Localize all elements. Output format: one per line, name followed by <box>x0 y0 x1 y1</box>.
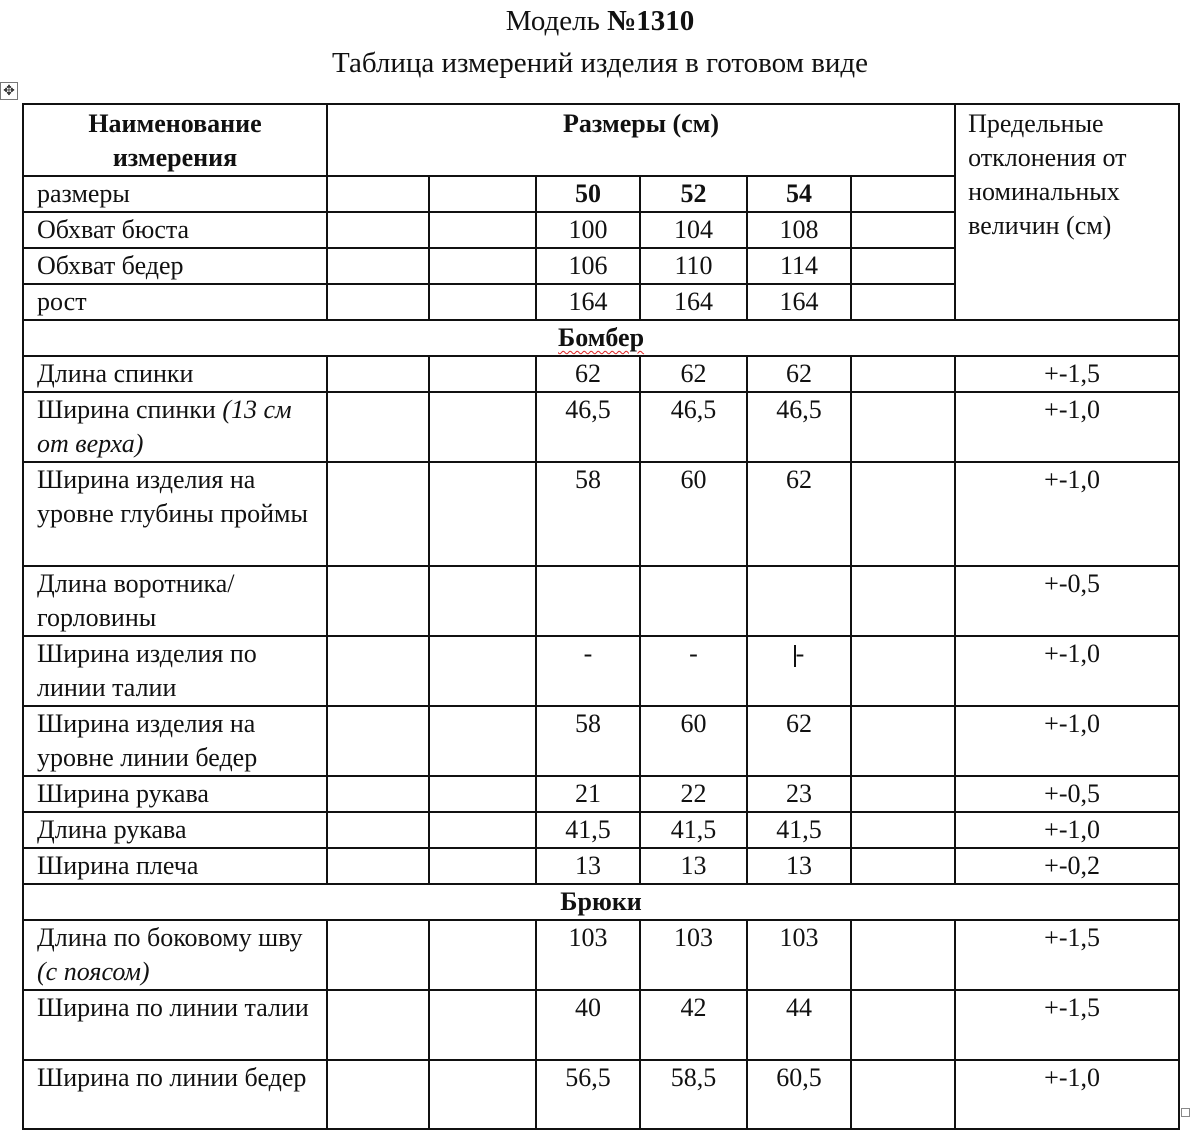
size-value-cell <box>536 636 640 706</box>
empty-cell <box>851 812 955 848</box>
size-value-cell <box>536 392 640 462</box>
size-value-cell <box>640 990 747 1060</box>
size-value-cell <box>747 356 851 392</box>
empty-cell <box>327 462 429 566</box>
header-tolerance-cell <box>955 104 1179 320</box>
size-value-cell: 54 <box>747 176 851 212</box>
empty-cell <box>851 920 955 990</box>
size-value: 22 <box>680 779 707 808</box>
measurement-label-cell <box>23 920 327 990</box>
measurement-label-cell <box>23 1060 327 1129</box>
empty-cell <box>327 1060 429 1129</box>
empty-cell <box>327 212 429 248</box>
size-value-cell <box>536 990 640 1060</box>
header-tolerance-label: Предельные отклонения от номинальных величин (см) <box>968 109 1127 240</box>
size-value: 62 <box>786 465 812 494</box>
empty-cell <box>327 176 429 212</box>
empty-cell <box>851 1060 955 1129</box>
header-sizes-cell <box>327 104 955 176</box>
measurement-label-cell <box>23 776 327 812</box>
size-value-cell: 108 <box>747 212 851 248</box>
table-resize-handle-icon[interactable] <box>1181 1108 1190 1117</box>
empty-cell <box>429 636 536 706</box>
size-value-cell <box>536 812 640 848</box>
empty-cell <box>429 706 536 776</box>
size-value: 60,5 <box>776 1063 822 1092</box>
row-label: Обхват бюста <box>23 212 327 248</box>
tolerance-cell: +-0,5 <box>955 566 1179 636</box>
empty-cell <box>327 248 429 284</box>
size-value-cell <box>536 356 640 392</box>
size-value-cell <box>747 990 851 1060</box>
measurement-note: (с поясом) <box>37 957 150 986</box>
empty-cell <box>327 848 429 884</box>
measurement-label: Ширина по линии бедер <box>37 1063 307 1092</box>
tolerance-cell: +-1,0 <box>955 636 1179 706</box>
header-name-label: Наименование измерения <box>88 109 262 172</box>
size-value-cell <box>747 920 851 990</box>
empty-cell <box>851 248 955 284</box>
size-value: 58,5 <box>670 1063 717 1092</box>
measurement-row <box>23 636 1179 706</box>
size-value: 13 <box>680 851 707 880</box>
measurement-row <box>23 392 1179 462</box>
measurement-label: Длина рукава <box>37 815 187 844</box>
size-value-cell <box>536 920 640 990</box>
measurement-label-cell <box>23 566 327 636</box>
empty-cell <box>429 848 536 884</box>
size-value: 41,5 <box>565 815 611 844</box>
tolerance-cell: +-1,5 <box>955 920 1179 990</box>
document-subtitle: Таблица измерений изделия в готовом виде <box>331 47 869 79</box>
empty-cell <box>851 176 955 212</box>
size-value: 13 <box>786 851 812 880</box>
tolerance-cell: +-1,0 <box>955 1060 1179 1129</box>
size-value: 62 <box>786 359 812 388</box>
empty-cell <box>327 706 429 776</box>
empty-cell <box>429 812 536 848</box>
title-model-prefix: Модель <box>505 5 608 37</box>
size-value-cell <box>640 1060 747 1129</box>
size-value-cell <box>536 566 640 636</box>
measurement-label: Ширина плеча <box>37 851 199 880</box>
empty-cell <box>429 776 536 812</box>
section-title-cell <box>23 884 1179 920</box>
measurement-note: (13 см от верха) <box>37 395 292 458</box>
size-value-cell <box>640 848 747 884</box>
section-title-cell <box>23 320 1179 356</box>
size-value: 21 <box>575 779 601 808</box>
size-value-cell <box>747 1060 851 1129</box>
tolerance-cell: +-0,2 <box>955 848 1179 884</box>
measurement-label-cell <box>23 462 327 566</box>
empty-cell <box>429 566 536 636</box>
empty-cell <box>327 776 429 812</box>
header-name-cell <box>23 104 327 176</box>
empty-cell <box>327 356 429 392</box>
size-value-cell <box>747 462 851 566</box>
size-value-cell: 164 <box>536 284 640 320</box>
size-value: 62 <box>786 709 812 738</box>
measurement-row <box>23 566 1179 636</box>
section-title: Бомбер <box>558 323 645 352</box>
empty-cell <box>851 566 955 636</box>
size-value-cell <box>640 706 747 776</box>
size-value: 46,5 <box>565 395 611 424</box>
empty-cell <box>327 636 429 706</box>
size-value: 62 <box>680 359 707 388</box>
measurement-row <box>23 848 1179 884</box>
size-value: - <box>583 639 593 668</box>
measurement-label: Ширина изделия по линии талии <box>37 639 257 702</box>
empty-cell <box>429 284 536 320</box>
measurement-label-cell <box>23 706 327 776</box>
size-value-cell <box>536 1060 640 1129</box>
size-value: 58 <box>575 709 601 738</box>
measurement-label-cell <box>23 356 327 392</box>
size-value-cell <box>747 776 851 812</box>
tolerance-cell: +-1,5 <box>955 990 1179 1060</box>
empty-cell <box>327 284 429 320</box>
size-value: 56,5 <box>565 1063 611 1092</box>
size-value: 46,5 <box>776 395 822 424</box>
tolerance-cell: +-0,5 <box>955 776 1179 812</box>
size-value: 46,5 <box>670 395 717 424</box>
size-value-cell: 50 <box>536 176 640 212</box>
measurement-label: Длина по боковому шву <box>37 923 303 952</box>
measurement-label-cell <box>23 392 327 462</box>
size-value-cell: 106 <box>536 248 640 284</box>
size-value-cell: 52 <box>640 176 747 212</box>
size-value: 40 <box>575 993 601 1022</box>
size-value-cell <box>536 706 640 776</box>
section-row <box>23 884 1179 920</box>
document-title <box>0 4 1200 38</box>
size-value: 42 <box>680 993 707 1022</box>
empty-cell <box>429 176 536 212</box>
size-value-cell <box>747 566 851 636</box>
size-value-cell <box>640 566 747 636</box>
measurement-label: Ширина рукава <box>37 779 209 808</box>
size-value: 44 <box>786 993 812 1022</box>
measurement-label: Длина спинки <box>37 359 194 388</box>
table-move-handle-icon[interactable]: ✥ <box>0 82 18 100</box>
empty-cell <box>851 284 955 320</box>
size-value-cell <box>640 920 747 990</box>
measurement-row <box>23 356 1179 392</box>
tolerance-cell: +-1,5 <box>955 356 1179 392</box>
size-value: - <box>689 639 698 668</box>
measurement-table <box>22 103 1180 1130</box>
size-value: 23 <box>786 779 812 808</box>
measurement-label: Длина воротника/горловины <box>37 569 235 632</box>
empty-cell <box>851 356 955 392</box>
empty-cell <box>429 248 536 284</box>
size-value-cell <box>536 848 640 884</box>
size-value-cell <box>640 812 747 848</box>
empty-cell <box>851 776 955 812</box>
section-title: Брюки <box>560 887 642 916</box>
tolerance-cell: +-1,0 <box>955 812 1179 848</box>
empty-cell <box>851 848 955 884</box>
size-value-cell: 114 <box>747 248 851 284</box>
size-value: 60 <box>680 465 707 494</box>
empty-cell <box>429 990 536 1060</box>
size-value-cell <box>747 848 851 884</box>
empty-cell <box>327 990 429 1060</box>
size-value-cell <box>747 812 851 848</box>
measurement-row <box>23 1060 1179 1129</box>
row-label: Обхват бедер <box>23 248 327 284</box>
row-label: рост <box>23 284 327 320</box>
row-label: размеры <box>23 176 327 212</box>
size-value-cell <box>747 636 851 706</box>
measurement-row <box>23 462 1179 566</box>
empty-cell <box>429 920 536 990</box>
empty-cell <box>851 636 955 706</box>
empty-cell <box>327 392 429 462</box>
empty-cell <box>429 212 536 248</box>
size-value-cell <box>536 776 640 812</box>
size-value-cell <box>747 392 851 462</box>
size-value-cell: 100 <box>536 212 640 248</box>
size-value: 103 <box>779 923 819 952</box>
measurement-row <box>23 920 1179 990</box>
size-value-cell: 164 <box>640 284 747 320</box>
size-value: 41,5 <box>670 815 717 844</box>
size-value: 103 <box>568 923 608 952</box>
tolerance-cell: +-1,0 <box>955 392 1179 462</box>
empty-cell <box>429 1060 536 1129</box>
title-model-number: №1310 <box>607 5 695 37</box>
empty-cell <box>327 920 429 990</box>
measurement-label: Ширина спинки <box>37 395 223 424</box>
size-value: 41,5 <box>776 815 822 844</box>
measurement-row <box>23 990 1179 1060</box>
size-value-cell: 104 <box>640 212 747 248</box>
measurement-label-cell <box>23 636 327 706</box>
measurement-row <box>23 776 1179 812</box>
header-row <box>23 104 1179 176</box>
empty-cell <box>851 392 955 462</box>
measurement-label-cell <box>23 812 327 848</box>
section-row <box>23 320 1179 356</box>
size-value: - <box>795 639 805 668</box>
measurement-label: Ширина по линии талии <box>37 993 309 1022</box>
tolerance-cell: +-1,0 <box>955 706 1179 776</box>
size-value-cell: 110 <box>640 248 747 284</box>
empty-cell <box>429 356 536 392</box>
size-value: 103 <box>674 923 713 952</box>
empty-cell <box>851 212 955 248</box>
empty-cell <box>327 566 429 636</box>
empty-cell <box>429 462 536 566</box>
empty-cell <box>851 990 955 1060</box>
empty-cell <box>429 392 536 462</box>
size-value-cell <box>640 392 747 462</box>
measurement-label: Ширина изделия на уровне линии бедер <box>37 709 258 772</box>
size-value-cell <box>640 776 747 812</box>
measurement-label-cell <box>23 848 327 884</box>
measurement-label-cell <box>23 990 327 1060</box>
empty-cell <box>851 462 955 566</box>
header-sizes-label: Размеры (см) <box>563 109 720 138</box>
size-value: 62 <box>575 359 601 388</box>
measurement-row <box>23 812 1179 848</box>
size-value-cell <box>640 462 747 566</box>
size-value: 13 <box>575 851 601 880</box>
size-value-cell <box>640 356 747 392</box>
size-value-cell: 164 <box>747 284 851 320</box>
empty-cell <box>851 706 955 776</box>
size-value-cell <box>747 706 851 776</box>
tolerance-cell: +-1,0 <box>955 462 1179 566</box>
size-value: 60 <box>680 709 707 738</box>
empty-cell <box>327 812 429 848</box>
size-value: 58 <box>575 465 601 494</box>
size-value-cell <box>640 636 747 706</box>
measurement-row <box>23 706 1179 776</box>
size-value-cell <box>536 462 640 566</box>
measurement-label: Ширина изделия на уровне глубины проймы <box>37 465 308 528</box>
